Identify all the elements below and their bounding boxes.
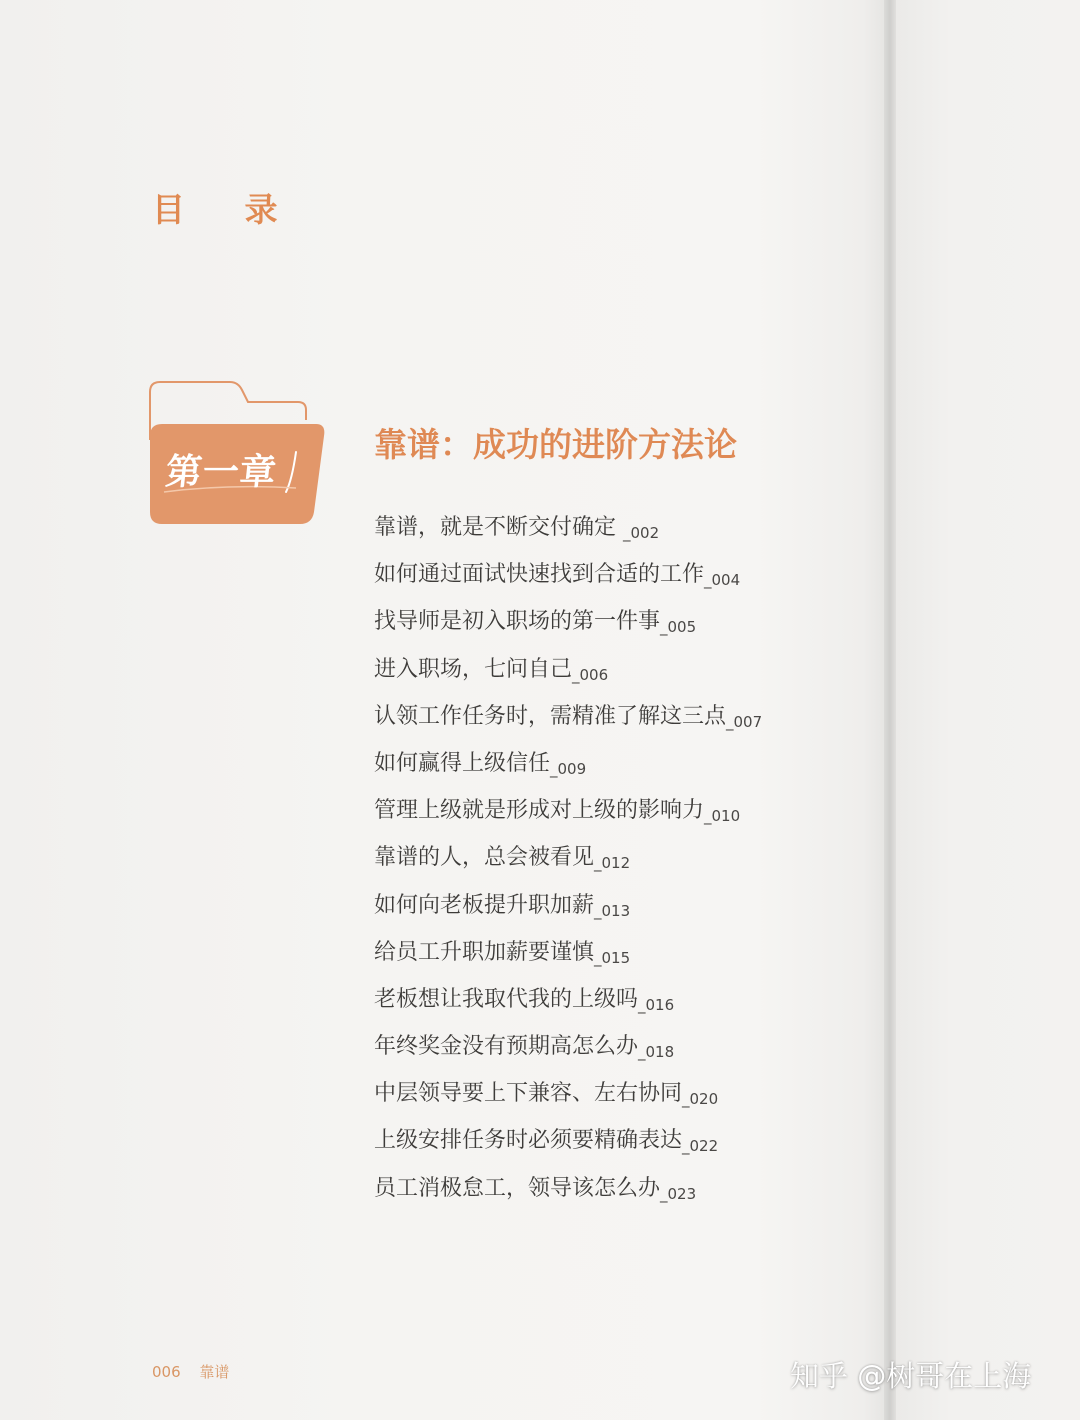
toc-entry-page-number: _ 012 (594, 854, 630, 872)
toc-entry-page-number: _ 004 (704, 571, 740, 589)
footer-page-number: 006 (152, 1363, 181, 1381)
toc-entry-title: 靠谱的人，总会被看见 (374, 845, 595, 871)
toc-entry (374, 555, 762, 602)
toc-entry-page-number: _ 010 (704, 807, 740, 825)
adjacent-page (896, 0, 1080, 1420)
toc-entry-title: 给员工升职加薪要谨慎 (374, 939, 595, 965)
toc-entry (374, 697, 762, 744)
toc-entry-title: 管理上级就是形成对上级的影响力 (374, 798, 705, 824)
toc-entry-title: 找导师是初入职场的第一件事 (374, 609, 661, 635)
toc-entry (374, 980, 762, 1027)
toc-entry (374, 886, 762, 933)
toc-entry (374, 1027, 762, 1074)
toc-entry (374, 1169, 762, 1216)
toc-entry-page-number: _ 018 (638, 1043, 674, 1061)
toc-entry (374, 838, 762, 885)
toc-entry (374, 650, 762, 697)
toc-entry-page-number: _ 005 (660, 618, 696, 636)
toc-entry (374, 744, 762, 791)
page-footer (152, 1361, 229, 1382)
toc-entry-title: 中层领导要上下兼容、左右协同 (374, 1081, 683, 1107)
toc-entry-page-number: _ 016 (638, 996, 674, 1014)
page-gutter (884, 0, 896, 1420)
watermark: 知乎 @树哥在上海 (790, 1359, 1032, 1393)
toc-entry-page-number: _ 006 (572, 666, 608, 684)
toc-entry-page-number: _ 013 (594, 902, 630, 920)
toc-entry (374, 933, 762, 980)
toc-entry-title: 如何赢得上级信任 (374, 750, 551, 776)
toc-entry (374, 791, 762, 838)
chapter-title: 靠谱：成功的进阶方法论 (374, 425, 737, 464)
toc-entry (374, 508, 762, 555)
toc-entry-title: 老板想让我取代我的上级吗 (374, 986, 639, 1012)
toc-entry (374, 602, 762, 649)
toc-entry (374, 1074, 762, 1121)
toc-entry-title: 如何向老板提升职加薪 (374, 892, 595, 918)
toc-entry-title: 上级安排任务时必须要精确表达 (374, 1128, 683, 1154)
toc-entry-title: 如何通过面试快速找到合适的工作 (374, 562, 705, 588)
toc-entry-title: 年终奖金没有预期高怎么办 (374, 1034, 639, 1060)
toc-entry (374, 1121, 762, 1168)
toc-entry-title: 认领工作任务时，需精准了解这三点 (374, 703, 727, 729)
toc-list (374, 508, 762, 1216)
toc-entry-page-number: _ 020 (682, 1090, 718, 1108)
toc-entry-title: 员工消极怠工，领导该怎么办 (374, 1175, 661, 1201)
toc-entry-page-number: _ 009 (550, 760, 586, 778)
toc-entry-page-number: _ 022 (682, 1137, 718, 1155)
toc-entry-title: 靠谱，就是不断交付确定 (374, 515, 623, 540)
toc-entry-page-number: _ 023 (660, 1185, 696, 1203)
toc-entry-page-number: _ 002 (623, 524, 659, 542)
footer-running-title: 靠谱 (199, 1363, 230, 1381)
chapter-folder-icon (146, 380, 332, 526)
chapter-badge: 第一章 (163, 452, 279, 493)
toc-entry-page-number: _ 007 (726, 713, 762, 731)
toc-heading: 目 录 (152, 190, 302, 229)
toc-entry-title: 进入职场，七问自己 (374, 656, 573, 682)
toc-entry-page-number: _ 015 (594, 949, 630, 967)
